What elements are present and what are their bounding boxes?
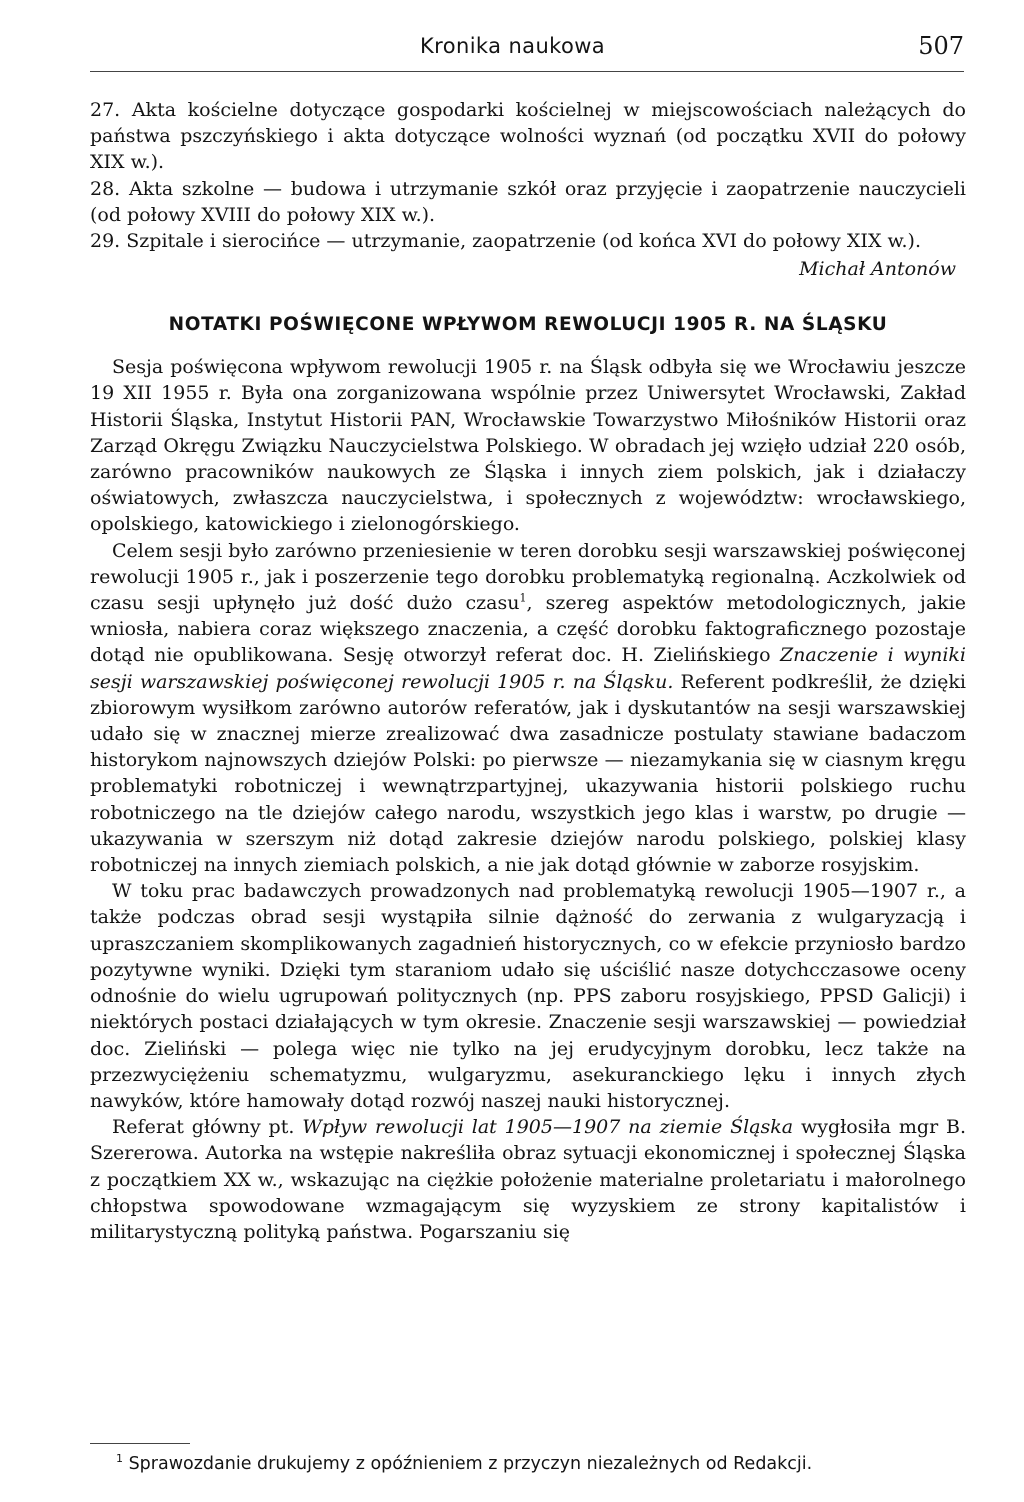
header-rule (90, 71, 964, 72)
footnote-marker: 1 (116, 1452, 123, 1466)
footnote-reference: 1 (519, 591, 527, 605)
paragraph-2 (90, 538, 966, 879)
list-item-28: 28. Akta szkolne — budowa i utrzymanie szkół oraz przyjęcie i zaopatrzenie nauczycieli (od połowy XVIII do połowy XIX w.). (90, 177, 966, 226)
page-number: 507 (918, 32, 964, 60)
paragraph-4-text-b: wygłosiła mgr B. Szererowa. Autorka na wstępie nakreśliła obraz sytuacji ekonomicznej i społecznej Śląska z początkiem XX w., wskazując na ciężkie położenie materialne proletariatu i małorolnego chłopstwa spowodowane wzmagającym się wyzyskiem ze strony kapitalistów i militarystyczną polityką państwa. Pogarszaniu się (90, 1116, 966, 1243)
footnote-rule (90, 1443, 190, 1444)
paragraph-2-text-b: , szereg aspektów metodologicznych, jakie wniosła, nabiera coraz większego znaczenia, a część dorobku faktograficznego pozostaje dotąd nie opublikowana. Sesję otworzył referat doc. H. Zielińskiego (90, 592, 966, 667)
footnote-text: Sprawozdanie drukujemy z opóźnieniem z przyczyn niezależnych od Redakcji. (128, 1454, 813, 1474)
page-body (90, 97, 966, 1245)
paragraph-1: Sesja poświęcona wpływom rewolucji 1905 r. na Śląsk odbyła się we Wrocławiu jeszcze 19 XII 1955 r. Była ona zorganizowana wspólnie przez Uniwersytet Wrocławski, Zakład Historii Śląska, Instytut Historii PAN, Wrocławskie Towarzystwo Miłośników Historii oraz Zarząd Okręgu Związku Nauczycielstwa Polskiego. W obradach jej wzięło udział 220 osób, zarówno pracowników naukowych ze Śląska i innych ziem polskich, jak i działaczy oświatowych, zwłaszcza nauczycielstwa, i społecznych z województw: wrocławskiego, opolskiego, katowickiego i zielonogórskiego. (90, 356, 966, 536)
paragraph-2-text-a: Celem sesji było zarówno przeniesienie w teren dorobku sesji warszawskiej poświęconej rewolucji 1905 r., jak i poszerzenie tego dorobku problematyką regionalną. Aczkolwiek od czasu sesji upłynęło już dość dużo czasu (90, 539, 966, 615)
list-item-29: 29. Szpitale i sierocińce — utrzymanie, zaopatrzenie (od końca XVI do połowy XIX w.). (90, 230, 922, 253)
section-title: NOTATKI POŚWIĘCONE WPŁYWOM REWOLUCJI 1905 R. NA ŚLĄSKU (168, 314, 888, 336)
paragraph-4 (90, 1114, 966, 1245)
running-title: Kronika naukowa (420, 34, 606, 58)
footnote (116, 1452, 966, 1476)
author-signature: Michał Antonów (799, 258, 956, 281)
paragraph-3: W toku prac badawczych prowadzonych nad problematyką rewolucji 1905—1907 r., a także podczas obrad sesji wystąpiła silnie dążność do zerwania z wulgaryzacją i upraszczaniem skomplikowanych zagadnień historycznych, co w efekcie przyniosło bardzo pozytywne wyniki. Dzięki tym staraniom udało się uściślić nasze dotychcczasowe oceny odnośnie do wielu ugrupowań politycznych (np. PPS zaboru rosyjskiego, PPSD Galicji) i niektórych postaci działających w tym okresie. Znaczenie sesji warszawskiej — powiedział doc. Zieliński — polega więc nie tylko na jej erudycyjnym dorobku, lecz także na przezwyciężeniu schematyzmu, wulgaryzmu, asekuranckiego lęku i innych złych nawyków, które hamowały dotąd rozwój naszej nauki historycznej. (90, 880, 966, 1112)
list-item-27: 27. Akta kościelne dotyczące gospodarki kościelnej w miejscowościach należących do państwa pszczyńskiego i akta dotyczące wolności wyznań (od początku XVII do połowy XIX w.). (90, 99, 966, 174)
paragraph-4-text-a: Referat główny pt. (112, 1116, 303, 1139)
referenced-paper-title: Znaczenie i wyniki sesji warszawskiej poświęconej rewolucji 1905 r. na Śląsku. (90, 644, 966, 693)
page-header (90, 34, 964, 72)
main-paper-title: Wpływ rewolucji lat 1905—1907 na ziemie Śląska (302, 1116, 794, 1139)
paragraph-2-text-c: Referent podkreślił, że dzięki zbiorowym wysiłkom zarówno autorów referatów, jak i dyskutantów na sesji warszawskiej udało się w znacznej mierze zrealizować dwa zasadnicze postulaty stawiane badaczom historykom najnowszych dziejów Polski: po pierwsze — niezamykania się w ciasnym kręgu problematyki robotniczej i wewnątrzpartyjnej, ukazywania historii polskiego ruchu robotniczego na tle dziejów całego narodu, wszystkich jego klas i warstw, po drugie — ukazywania w szerszym niż dotąd zakresie dziejów narodu polskiego, polskiej klasy robotniczej na innych ziemiach polskich, a nie jak dotąd głównie w zaborze rosyjskim. (90, 670, 966, 877)
